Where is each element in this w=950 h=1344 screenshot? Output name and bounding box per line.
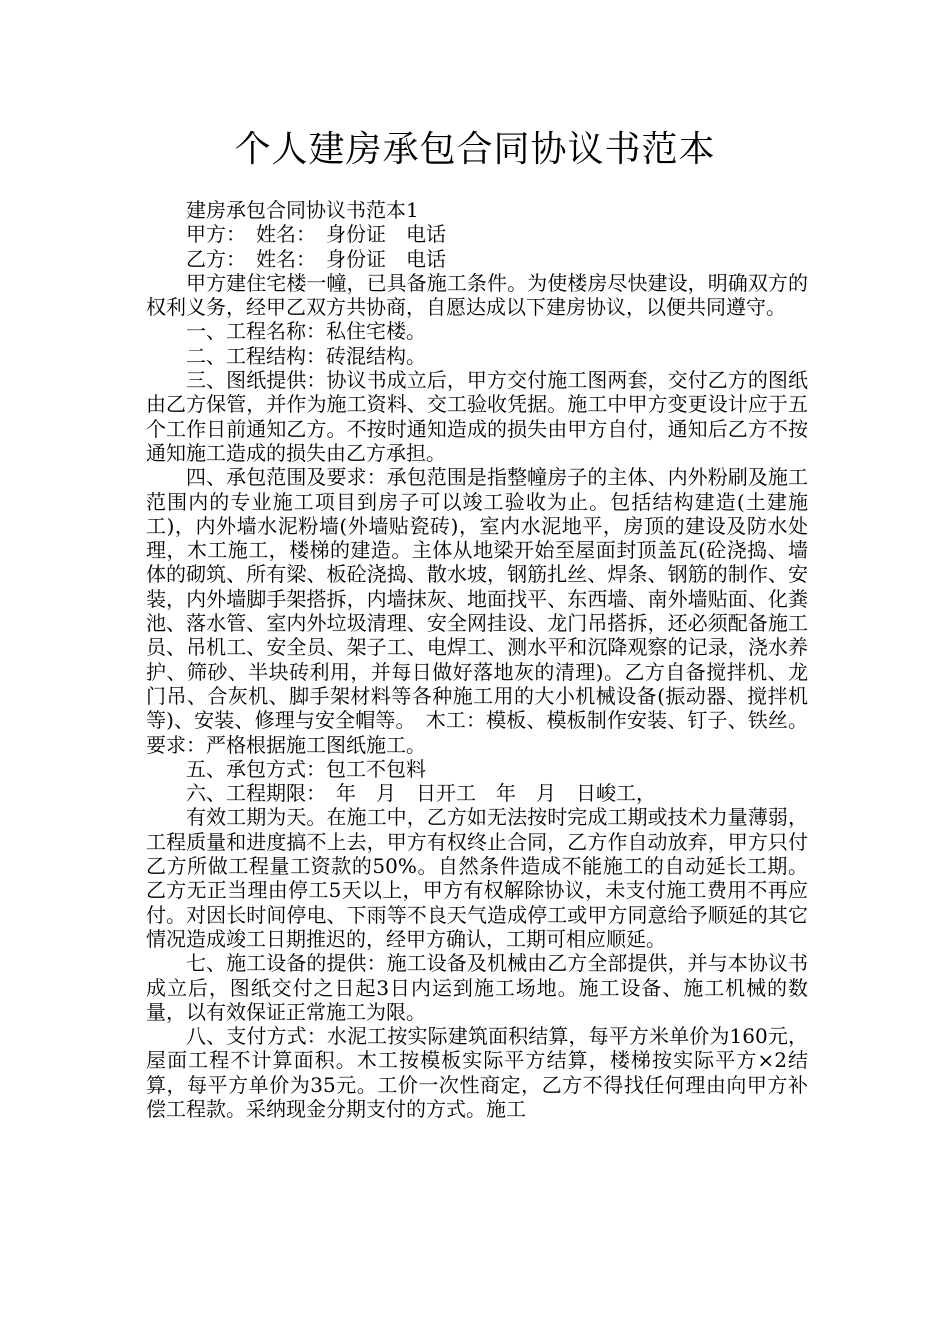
paragraph-clause-4: 四、承包范围及要求：承包范围是指整幢房子的主体、内外粉刷及施工范围内的专业施工项目到房子可以竣工验收为止。包括结构建造(土建施工)，内外墙水泥粉墙(外墙贴瓷砖)，室内水泥地平，房顶的建设及防水处理，木工施工，楼梯的建造。主体从地梁开始至屋面封顶盖瓦(砼浇捣、墙体的砌筑、所有梁、板砼浇捣、散水坡，钢筋扎丝、焊条、钢筋的制作、安装，内外墙脚手架搭拆，内墙抹灰、地面找平、东西墙、南外墙贴面、化粪池、落水管、室内外垃圾清理、安全网挂设、龙门吊搭拆，还必须配备施工员、吊机工、安全员、架子工、电焊工、测水平和沉降观察的记录，浇水养护、筛砂、半块砖利用，并每日做好落地灰的清理)。乙方自备搅拌机、龙门吊、合灰机、脚手架材料等各种施工用的大小机械设备(振动器、搅拌机等)、安装、修理与安全帽等。 木工：模板、模板制作安装、钉子、铁丝。要求：严格根据施工图纸施工。 bbox=[146, 465, 808, 757]
paragraph-clause-6: 六、工程期限： 年 月 日开工 年 月 日峻工， bbox=[186, 781, 656, 806]
paragraph-clause-8: 八、支付方式：水泥工按实际建筑面积结算，每平方米单价为160元，屋面工程不计算面积。木工按模板实际平方结算，楼梯按实际平方×2结算，每平方单价为35元。工价一次性商定，乙方不得找任何理由向甲方补偿工程款。采纳现金分期支付的方式。施工 bbox=[146, 1024, 808, 1121]
paragraph-clause-3: 三、图纸提供：协议书成立后，甲方交付施工图两套，交付乙方的图纸由乙方保管，并作为施工资料、交工验收凭据。施工中甲方变更设计应于五个工作日前通知乙方。不按时通知造成的损失由甲方自付，通知后乙方不按通知施工造成的损失由乙方承担。 bbox=[146, 368, 808, 465]
paragraph-party-a: 甲方： 姓名： 身份证 电话 bbox=[186, 222, 446, 247]
document-body bbox=[146, 198, 808, 1121]
paragraph-clause-7: 七、施工设备的提供：施工设备及机械由乙方全部提供，并与本协议书成立后，图纸交付之日起3日内运到施工场地。施工设备、施工机械的数量，以有效保证正常施工为限。 bbox=[146, 951, 808, 1024]
paragraph-preamble: 甲方建住宅楼一幢，已具备施工条件。为使楼房尽快建设，明确双方的权利义务，经甲乙双方共协商，自愿达成以下建房协议，以便共同遵守。 bbox=[146, 270, 808, 320]
paragraph-clause-1: 一、工程名称：私住宅楼。 bbox=[186, 319, 426, 344]
paragraph-clause-5: 五、承包方式：包工不包料 bbox=[186, 756, 426, 781]
paragraph-clause-6-detail: 有效工期为天。在施工中，乙方如无法按时完成工期或技术力量薄弱，工程质量和进度搞不上去，甲方有权终止合同，乙方作自动放弃，甲方只付乙方所做工程量工资款的50%。自然条件造成不能施工的自动延长工期。乙方无正当理由停工5天以上，甲方有权解除协议，未支付施工费用不再应付。对因长时间停电、下雨等不良天气造成停工或甲方同意给予顺延的其它情况造成竣工日期推迟的，经甲方确认，工期可相应顺延。 bbox=[146, 805, 808, 951]
paragraph-clause-2: 二、工程结构：砖混结构。 bbox=[186, 343, 426, 368]
paragraph-subtitle: 建房承包合同协议书范本1 bbox=[186, 198, 419, 222]
paragraph-party-b: 乙方： 姓名： 身份证 电话 bbox=[186, 246, 446, 271]
document-title: 个人建房承包合同协议书范本 bbox=[234, 129, 716, 170]
